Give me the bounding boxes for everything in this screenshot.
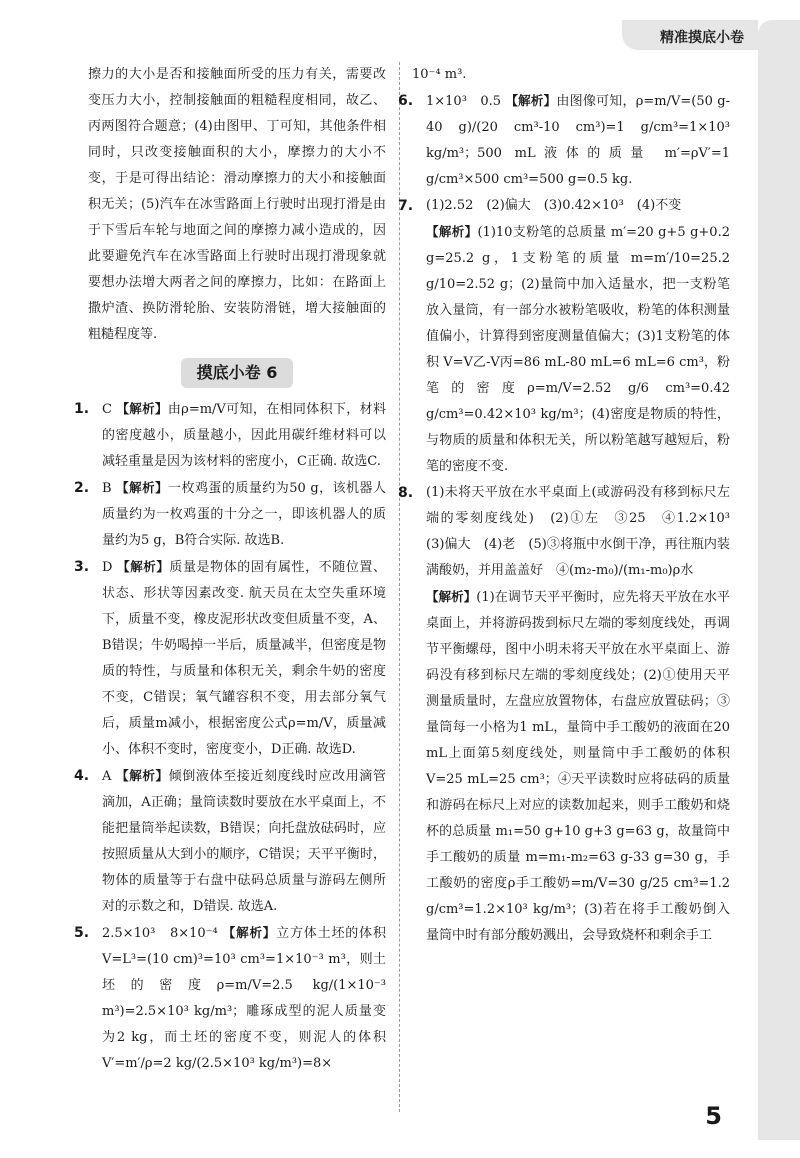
item-text: 由图像可知，ρ=m/V=(50 g-40 g)/(20 cm³-10 cm³)=1 g/cm³=1×10³ kg/m³；500 mL液体的质量 m′=ρV′=1 g/cm³×500 cm³=500 g=0.5 kg. (426, 94, 730, 187)
answer-item (74, 475, 386, 554)
item-text: 倾倒液体至接近刻度线时应改用滴管滴加，A正确；量筒读数时要放在水平桌面上，不能把量筒举起读数，B错误；向托盘放砝码时，应按照质量从大到小的顺序，C错误；天平平衡时，物体的质量等于右盘中砝码总质量与游码左侧所对的示数之和，D错误. 故选A. (102, 769, 386, 914)
left-column (74, 62, 386, 1077)
item-answer: A (102, 769, 112, 784)
item-answer: 2.5×10³ 8×10⁻⁴ (102, 926, 218, 941)
answer-item (74, 920, 386, 1077)
item-answer: (1)未将天平放在水平桌面上(或游码没有移到标尺左端的零刻度线处) (2)①左 ③25 ④1.2×10³ (3)偏大 (4)老 (5)③将瓶中水倒干净，再往瓶内装满酸奶，并用盖盖好 ④(m₂-m₀)/(m₁-m₀)ρ水 (426, 485, 744, 578)
analysis-tag: 【解析】 (116, 401, 168, 416)
answer-item (398, 88, 730, 193)
item-number: 1. (74, 401, 90, 417)
item-text: 立方体土坯的体积 V=L³=(10 cm)³=10³ cm³=1×10⁻³ m³，则土坯的密度ρ=m/V=2.5 kg/(1×10⁻³ m³)=2.5×10³ kg/m³；雕琢成型的泥人质量变为2 kg，而土坯的密度不变，则泥人的体积 V′=m′/ρ=2 kg/(2.5×10³ kg/m³)=8× (102, 926, 386, 1071)
answer-item (398, 193, 730, 480)
page-number: 5 (705, 1102, 722, 1130)
item-text: (1)在调节天平平衡时，应先将天平放在水平桌面上，并将游码拨到标尺左端的零刻度线处，再调节平衡螺母，图中小明未将天平放在水平桌面上、游码没有移到标尺左端的零刻度线处；(2)①使用天平测量质量时，左盘应放置物体，右盘应放置砝码；③量筒每一小格为1 mL，量筒中手工酸奶的液面在20 mL上面第5刻度线处，则量筒中手工酸奶的体积 V=25 mL=25 cm³；④天平读数时应将砝码的质量和游码在标尺上对应的读数加起来，则手工酸奶和烧杯的总质量 m₁=50 g+10 g+3 g=63 g，故量筒中手工酸奶的质量 m=m₁-m₂=63 g-33 g=30 g，手工酸奶的密度ρ手工酸奶=m/V=30 g/25 cm³=1.2 g/cm³=1.2×10³ kg/m³；(3)若在将手工酸奶倒入量筒中时有部分酸奶溅出，会导致烧杯和剩余手工 (426, 590, 730, 943)
item-number: 2. (74, 480, 90, 496)
item-answer: C (102, 402, 112, 417)
section-title: 摸底小卷 6 (181, 358, 294, 388)
analysis-tag: 【解析】 (222, 925, 277, 940)
analysis-tag: 【解析】 (117, 559, 170, 574)
continuation-text: 10⁻⁴ m³. (412, 67, 467, 82)
answer-item (74, 554, 386, 763)
answer-item (74, 763, 386, 920)
analysis-tag: 【解析】 (116, 480, 169, 495)
analysis-tag: 【解析】 (426, 224, 478, 239)
item-text: 由ρ=m/V可知，在相同体积下，材料的密度越小，质量越小，因此用碳纤维材料可以减轻重量是因为该材料的密度小，C正确. 故选C. (102, 402, 386, 469)
header-title: 精准摸底小卷 (660, 30, 744, 46)
item-number: 4. (74, 768, 90, 784)
item-number: 3. (74, 559, 90, 575)
answer-item (74, 396, 386, 475)
analysis-tag: 【解析】 (116, 768, 169, 783)
right-column (398, 62, 744, 949)
item-text: 一枚鸡蛋的质量约为50 g，该机器人质量约为一枚鸡蛋的十分之一，即该机器人的质量约为5 g，B符合实际. 故选B. (102, 481, 386, 548)
item-answer: B (102, 481, 112, 496)
item-answer: D (102, 560, 113, 575)
answer-item (398, 480, 744, 949)
continuation-text: 擦力的大小是否和接触面所受的压力有关，需要改变压力大小，控制接触面的粗糙程度相同，故乙、丙两图符合题意；(4)由图甲、丁可知，其他条件相同时，只改变接触面积的大小，摩擦力的大小不变，于是可得出结论：滑动摩擦力的大小和接触面积无关；(5)汽车在冰雪路面上行驶时出现打滑是由于下雪后车轮与地面之间的摩擦力减小造成的，因此要避免汽车在冰雪路面上行驶时出现打滑现象就要想办法增大两者之间的摩擦力，比如：在路面上撒炉渣、换防滑轮胎、安装防滑链，增大接触面的粗糙程度等. (88, 67, 386, 342)
item-number: 7. (398, 198, 414, 214)
analysis-tag: 【解析】 (505, 93, 557, 108)
item-text: 质量是物体的固有属性，不随位置、状态、形状等因素改变. 航天员在太空失重环境下，质量不变，橡皮泥形状改变但质量不变，A、B错误；牛奶喝掉一半后，质量减半，但密度是物质的特性，与质量和体积无关，剩余牛奶的密度不变，C错误；氧气罐容积不变，用去部分氧气后，质量m减小，根据密度公式ρ=m/V，质量减小、体积不变时，密度变小，D正确. 故选D. (102, 560, 386, 757)
analysis-tag: 【解析】 (426, 589, 477, 604)
item-number: 5. (74, 925, 90, 941)
column-divider (399, 62, 400, 1112)
item-number: 8. (398, 485, 414, 501)
item-number: 6. (398, 93, 414, 109)
item-text: (1)10支粉笔的总质量 m′=20 g+5 g+0.2 g=25.2 g，1支粉笔的质量 m=m′/10=25.2 g/10=2.52 g；(2)量筒中加入适量水，把一支粉笔放入量筒，有一部分水被粉笔吸收，粉笔的体积测量值偏小，计算得到密度测量值偏大；(3)1支粉笔的体积 V=V乙-V丙=86 mL-80 mL=6 mL=6 cm³，粉笔的密度ρ=m/V=2.52 g/6 cm³=0.42 g/cm³=0.42×10³ kg/m³；(4)密度是物质的特性，与物质的质量和体积无关，所以粉笔越写越短后，粉笔的密度不变. (426, 225, 730, 474)
section-title-wrap (88, 358, 386, 388)
side-strip (758, 20, 800, 1140)
item-answer: 1×10³ 0.5 (426, 94, 502, 109)
item-answer: (1)2.52 (2)偏大 (3)0.42×10³ (4)不变 (426, 198, 682, 213)
